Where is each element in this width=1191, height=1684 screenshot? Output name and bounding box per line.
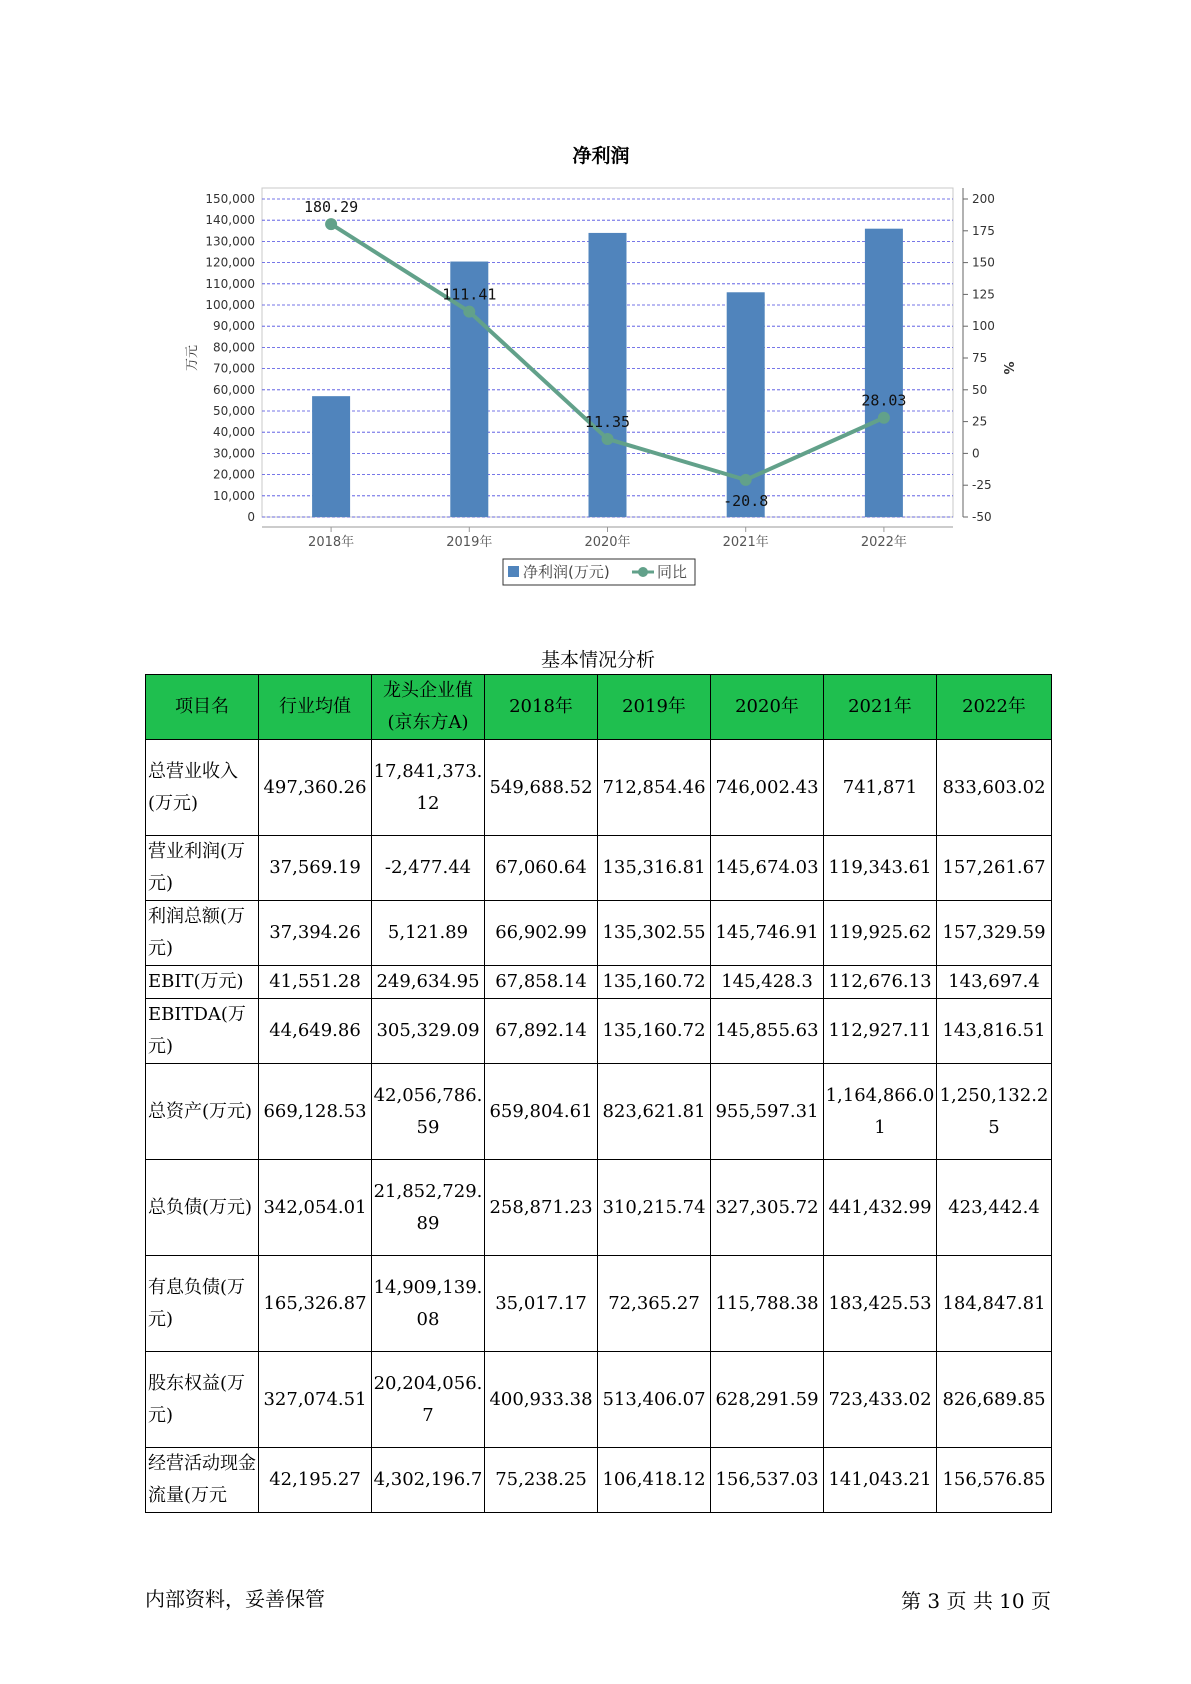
table-row xyxy=(146,1160,1052,1256)
value-cell: 37,394.26 xyxy=(259,901,372,966)
value-cell: 72,365.27 xyxy=(598,1256,711,1352)
value-cell: 513,406.07 xyxy=(598,1352,711,1448)
y2-tick-label: 150 xyxy=(972,255,995,270)
y-tick-label: 130,000 xyxy=(205,234,255,249)
yoy-point xyxy=(602,433,614,445)
table-row xyxy=(146,1064,1052,1160)
value-cell: 14,909,139.08 xyxy=(372,1256,485,1352)
header-cell: 龙头企业值(京东方A) xyxy=(372,675,485,740)
value-cell: 156,576.85 xyxy=(937,1448,1052,1513)
value-cell: 659,804.61 xyxy=(485,1064,598,1160)
table-row xyxy=(146,836,1052,901)
bar xyxy=(865,229,903,517)
x-tick-label: 2019年 xyxy=(446,535,493,550)
footer-page-number: 第 3 页 共 10 页 xyxy=(901,1589,1051,1613)
y-axis-label: 万元 xyxy=(185,344,200,372)
value-cell: 145,428.3 xyxy=(711,966,824,999)
value-cell: 20,204,056.7 xyxy=(372,1352,485,1448)
header-cell: 2019年 xyxy=(598,675,711,740)
value-cell: 310,215.74 xyxy=(598,1160,711,1256)
value-cell: 549,688.52 xyxy=(485,740,598,836)
value-cell: 712,854.46 xyxy=(598,740,711,836)
bar xyxy=(589,233,627,517)
y2-tick-label: 125 xyxy=(972,287,995,302)
value-cell: 135,160.72 xyxy=(598,999,711,1064)
value-cell: 37,569.19 xyxy=(259,836,372,901)
y-tick-label: 10,000 xyxy=(213,488,255,503)
x-tick-label: 2018年 xyxy=(308,535,355,550)
value-cell: 833,603.02 xyxy=(937,740,1052,836)
row-label-cell: 总负债(万元) xyxy=(146,1160,259,1256)
value-cell: 423,442.4 xyxy=(937,1160,1052,1256)
value-cell: 4,302,196.7 xyxy=(372,1448,485,1513)
row-label-cell: 有息负债(万元) xyxy=(146,1256,259,1352)
y-tick-label: 80,000 xyxy=(213,340,255,355)
basic-analysis-table xyxy=(145,674,1052,1513)
table-row xyxy=(146,901,1052,966)
bar xyxy=(312,396,350,517)
value-cell: 112,927.11 xyxy=(824,999,937,1064)
value-cell: 115,788.38 xyxy=(711,1256,824,1352)
yoy-point xyxy=(740,474,752,486)
value-cell: 21,852,729.89 xyxy=(372,1160,485,1256)
y2-tick-label: 0 xyxy=(972,446,980,461)
y2-tick-label: 75 xyxy=(972,351,988,365)
value-cell: 67,060.64 xyxy=(485,836,598,901)
x-tick-label: 2021年 xyxy=(722,535,769,550)
yoy-data-label: 11.35 xyxy=(584,412,631,431)
footer-confidential-note: 内部资料，妥善保管 xyxy=(145,1587,325,1611)
value-cell: 119,343.61 xyxy=(824,836,937,901)
value-cell: 106,418.12 xyxy=(598,1448,711,1513)
value-cell: 141,043.21 xyxy=(824,1448,937,1513)
row-label-cell: 经营活动现金流量(万元 xyxy=(146,1448,259,1513)
table-header-row xyxy=(146,675,1052,740)
y2-tick-label: 175 xyxy=(972,223,995,238)
value-cell: 258,871.23 xyxy=(485,1160,598,1256)
value-cell: 135,302.55 xyxy=(598,901,711,966)
header-cell: 2020年 xyxy=(711,675,824,740)
value-cell: 746,002.43 xyxy=(711,740,824,836)
y-tick-label: 90,000 xyxy=(213,319,255,334)
value-cell: 183,425.53 xyxy=(824,1256,937,1352)
y2-tick-label: 50 xyxy=(972,382,988,397)
value-cell: 249,634.95 xyxy=(372,966,485,999)
legend-line-label: 同比 xyxy=(657,563,688,581)
value-cell: 156,537.03 xyxy=(711,1448,824,1513)
value-cell: 35,017.17 xyxy=(485,1256,598,1352)
value-cell: 75,238.25 xyxy=(485,1448,598,1513)
yoy-data-label: 180.29 xyxy=(304,198,359,217)
value-cell: 143,816.51 xyxy=(937,999,1052,1064)
y2-tick-label: 200 xyxy=(972,192,995,206)
value-cell: 955,597.31 xyxy=(711,1064,824,1160)
row-label-cell: 总营业收入(万元) xyxy=(146,740,259,836)
y2-tick-label: 100 xyxy=(972,319,995,334)
yoy-point xyxy=(463,306,475,318)
y-tick-label: 30,000 xyxy=(213,446,255,461)
y-tick-label: 140,000 xyxy=(205,213,255,228)
value-cell: 400,933.38 xyxy=(485,1352,598,1448)
header-cell: 2021年 xyxy=(824,675,937,740)
table-row xyxy=(146,1352,1052,1448)
row-label-cell: EBITDA(万元) xyxy=(146,999,259,1064)
value-cell: 44,649.86 xyxy=(259,999,372,1064)
header-cell: 2018年 xyxy=(485,675,598,740)
row-label-cell: 股东权益(万元) xyxy=(146,1352,259,1448)
value-cell: 669,128.53 xyxy=(259,1064,372,1160)
x-tick-label: 2022年 xyxy=(860,535,907,550)
value-cell: 327,305.72 xyxy=(711,1160,824,1256)
value-cell: 17,841,373.12 xyxy=(372,740,485,836)
value-cell: 42,056,786.59 xyxy=(372,1064,485,1160)
y-tick-label: 50,000 xyxy=(213,404,255,418)
chart-title: 净利润 xyxy=(572,145,630,167)
value-cell: 112,676.13 xyxy=(824,966,937,999)
value-cell: 66,902.99 xyxy=(485,901,598,966)
yoy-point xyxy=(878,412,890,424)
value-cell: 135,160.72 xyxy=(598,966,711,999)
value-cell: 157,329.59 xyxy=(937,901,1052,966)
legend-bar-label: 净利润(万元) xyxy=(523,563,610,581)
value-cell: 628,291.59 xyxy=(711,1352,824,1448)
y-tick-label: 20,000 xyxy=(213,467,255,482)
y2-tick-label: 25 xyxy=(972,414,988,429)
value-cell: 823,621.81 xyxy=(598,1064,711,1160)
y2-tick-label: -25 xyxy=(972,478,992,493)
value-cell: 67,892.14 xyxy=(485,999,598,1064)
value-cell: 184,847.81 xyxy=(937,1256,1052,1352)
y-tick-label: 0 xyxy=(247,510,255,524)
value-cell: 741,871 xyxy=(824,740,937,836)
net-profit-chart xyxy=(0,0,1191,600)
y-tick-label: 150,000 xyxy=(205,192,255,206)
value-cell: 42,195.27 xyxy=(259,1448,372,1513)
y-tick-label: 120,000 xyxy=(205,255,255,270)
value-cell: 145,674.03 xyxy=(711,836,824,901)
value-cell: 165,326.87 xyxy=(259,1256,372,1352)
y2-axis-label: % xyxy=(1000,361,1015,375)
legend-bar-swatch xyxy=(508,566,519,577)
header-cell: 2022年 xyxy=(937,675,1052,740)
table-row xyxy=(146,740,1052,836)
value-cell: 145,746.91 xyxy=(711,901,824,966)
yoy-data-label: -20.8 xyxy=(723,491,769,510)
yoy-data-label: 28.03 xyxy=(861,391,907,410)
value-cell: 826,689.85 xyxy=(937,1352,1052,1448)
value-cell: 1,250,132.25 xyxy=(937,1064,1052,1160)
y-tick-label: 100,000 xyxy=(205,298,255,312)
header-cell: 行业均值 xyxy=(259,675,372,740)
y-tick-label: 40,000 xyxy=(213,425,255,440)
value-cell: 441,432.99 xyxy=(824,1160,937,1256)
value-cell: 143,697.4 xyxy=(937,966,1052,999)
table-row xyxy=(146,1448,1052,1513)
table-caption: 基本情况分析 xyxy=(540,649,655,671)
value-cell: 5,121.89 xyxy=(372,901,485,966)
value-cell: 723,433.02 xyxy=(824,1352,937,1448)
value-cell: 327,074.51 xyxy=(259,1352,372,1448)
y-tick-label: 60,000 xyxy=(213,382,255,397)
yoy-data-label: 111.41 xyxy=(442,285,497,304)
value-cell: 145,855.63 xyxy=(711,999,824,1064)
legend-line-marker xyxy=(638,567,648,577)
value-cell: 41,551.28 xyxy=(259,966,372,999)
value-cell: 305,329.09 xyxy=(372,999,485,1064)
value-cell: 497,360.26 xyxy=(259,740,372,836)
table-row xyxy=(146,966,1052,999)
table-row xyxy=(146,1256,1052,1352)
header-cell: 项目名 xyxy=(146,675,259,740)
value-cell: 119,925.62 xyxy=(824,901,937,966)
x-tick-label: 2020年 xyxy=(584,535,631,550)
row-label-cell: 利润总额(万元) xyxy=(146,901,259,966)
yoy-point xyxy=(325,218,337,230)
row-label-cell: 总资产(万元) xyxy=(146,1064,259,1160)
y-tick-label: 70,000 xyxy=(213,361,255,376)
value-cell: -2,477.44 xyxy=(372,836,485,901)
value-cell: 67,858.14 xyxy=(485,966,598,999)
value-cell: 342,054.01 xyxy=(259,1160,372,1256)
value-cell: 135,316.81 xyxy=(598,836,711,901)
value-cell: 1,164,866.01 xyxy=(824,1064,937,1160)
y2-tick-label: -50 xyxy=(972,510,992,524)
row-label-cell: 营业利润(万元) xyxy=(146,836,259,901)
row-label-cell: EBIT(万元) xyxy=(146,966,259,999)
table-row xyxy=(146,999,1052,1064)
value-cell: 157,261.67 xyxy=(937,836,1052,901)
y-tick-label: 110,000 xyxy=(205,276,255,291)
